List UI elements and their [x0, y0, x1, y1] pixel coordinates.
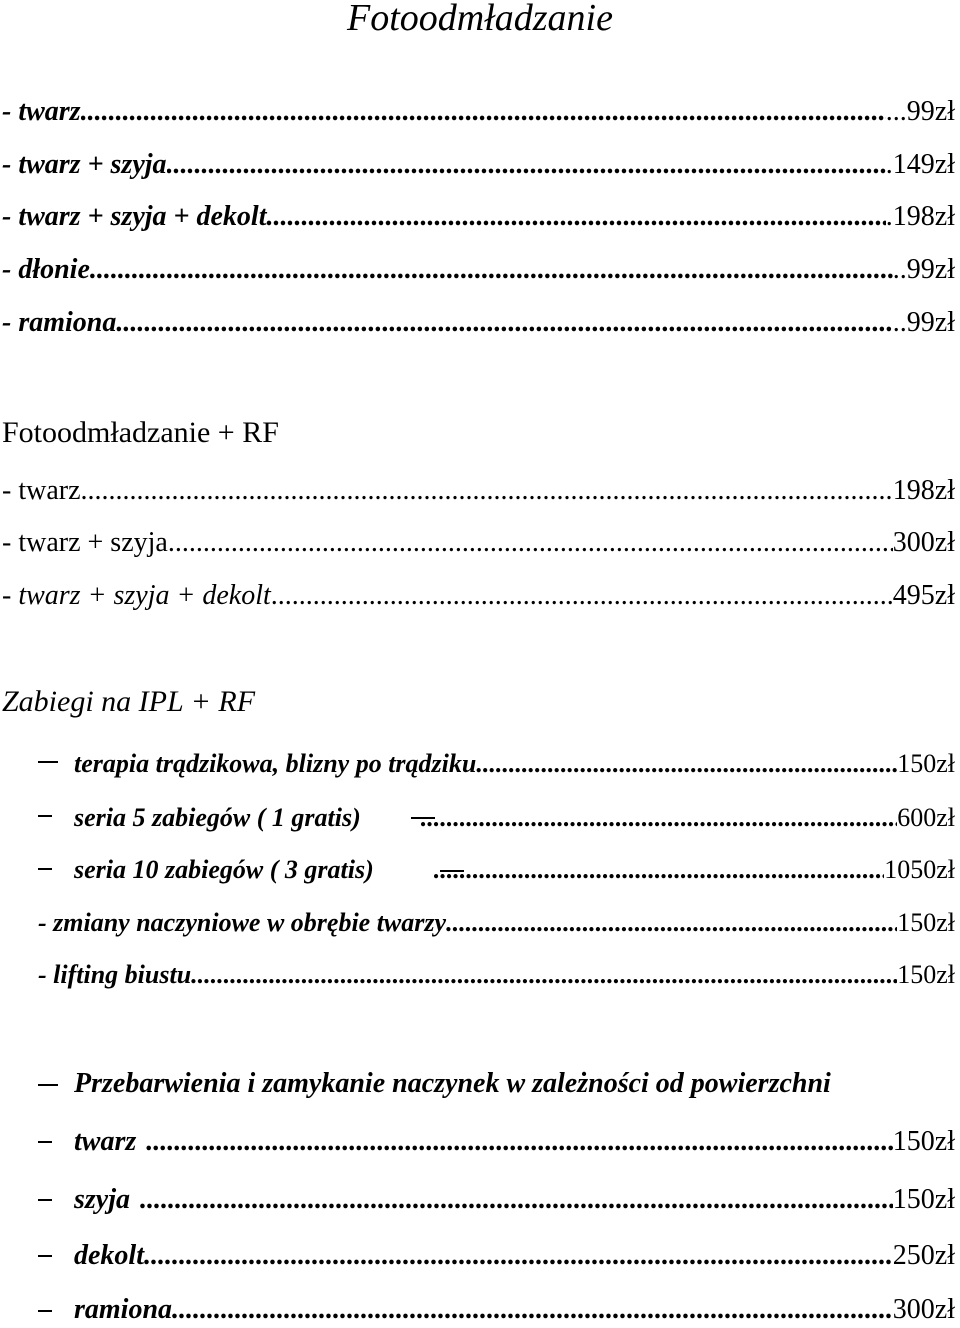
item-price: 495zł	[892, 580, 955, 611]
leader-dots	[434, 852, 885, 888]
item-price: .198zł	[885, 201, 955, 232]
section-heading-rf: Fotoodmładzanie + RF	[2, 416, 279, 449]
item-price: 150zł	[897, 749, 955, 778]
item-price: ..99zł	[892, 254, 955, 285]
item-label: - twarz + szyja	[2, 149, 167, 180]
price-row-seria-10	[74, 852, 955, 888]
leader-dots	[476, 746, 897, 782]
price-row-tradzik	[74, 746, 955, 782]
price-row-p-szyja	[74, 1182, 955, 1218]
item-label: seria 10 zabiegów ( 3 gratis)	[74, 855, 374, 884]
item-label: - lifting biustu	[38, 960, 192, 989]
price-row-lifting	[38, 957, 955, 993]
item-price: 150zł	[892, 1126, 955, 1157]
leader-dots	[172, 1292, 893, 1328]
item-price: 300zł	[892, 527, 955, 558]
price-row-p-twarz	[74, 1124, 955, 1160]
item-label: dekolt	[74, 1240, 144, 1271]
section-heading-przebarwienia: Przebarwienia i zamykanie naczynek w zależności od powierzchni	[74, 1068, 831, 1099]
item-label: - twarz	[2, 96, 81, 127]
item-price: .149zł	[885, 149, 955, 180]
item-label: terapia trądzikowa, blizny po trądziku	[74, 749, 477, 778]
item-label: - zmiany naczyniowe w obrębie twarzy	[38, 908, 447, 937]
section-heading-ipl-rf: Zabiegi na IPL + RF	[2, 685, 256, 718]
item-label: ramiona	[74, 1294, 173, 1325]
item-label: - ramiona	[2, 307, 117, 338]
item-price: 300zł	[892, 1294, 955, 1325]
page-title: Fotoodmładzanie	[347, 0, 613, 39]
item-price: ...99zł	[885, 96, 955, 127]
item-price: 600zł	[897, 803, 955, 832]
leader-dots	[421, 800, 898, 836]
item-price: 1050zł	[884, 855, 955, 884]
leader-dots	[191, 957, 897, 993]
price-row-p-dekolt	[74, 1238, 955, 1274]
leader-dots	[144, 1238, 893, 1274]
item-price: 150zł	[892, 1184, 955, 1215]
item-label: - twarz + szyja + dekolt	[2, 580, 271, 611]
item-label: - twarz + szyja + dekolt	[2, 201, 267, 232]
item-label: twarz	[74, 1126, 137, 1157]
item-price: ..99zł	[892, 307, 955, 338]
item-label: - twarz	[2, 475, 81, 506]
item-label: seria 5 zabiegów ( 1 gratis)	[74, 803, 361, 832]
item-price: 150zł	[897, 960, 955, 989]
leader-dots	[446, 905, 897, 941]
price-row-naczyniowe	[38, 905, 955, 941]
item-label: - twarz + szyja	[2, 527, 168, 558]
price-row-seria-5	[74, 800, 955, 836]
item-label: - dłonie	[2, 254, 90, 285]
leader-dots	[140, 1182, 893, 1218]
item-price: 198zł	[892, 475, 955, 506]
item-price: 150zł	[897, 908, 955, 937]
item-label: szyja	[74, 1184, 130, 1215]
price-row-p-ramiona	[74, 1292, 955, 1328]
leader-dots	[146, 1124, 893, 1160]
item-price: 250zł	[892, 1240, 955, 1271]
